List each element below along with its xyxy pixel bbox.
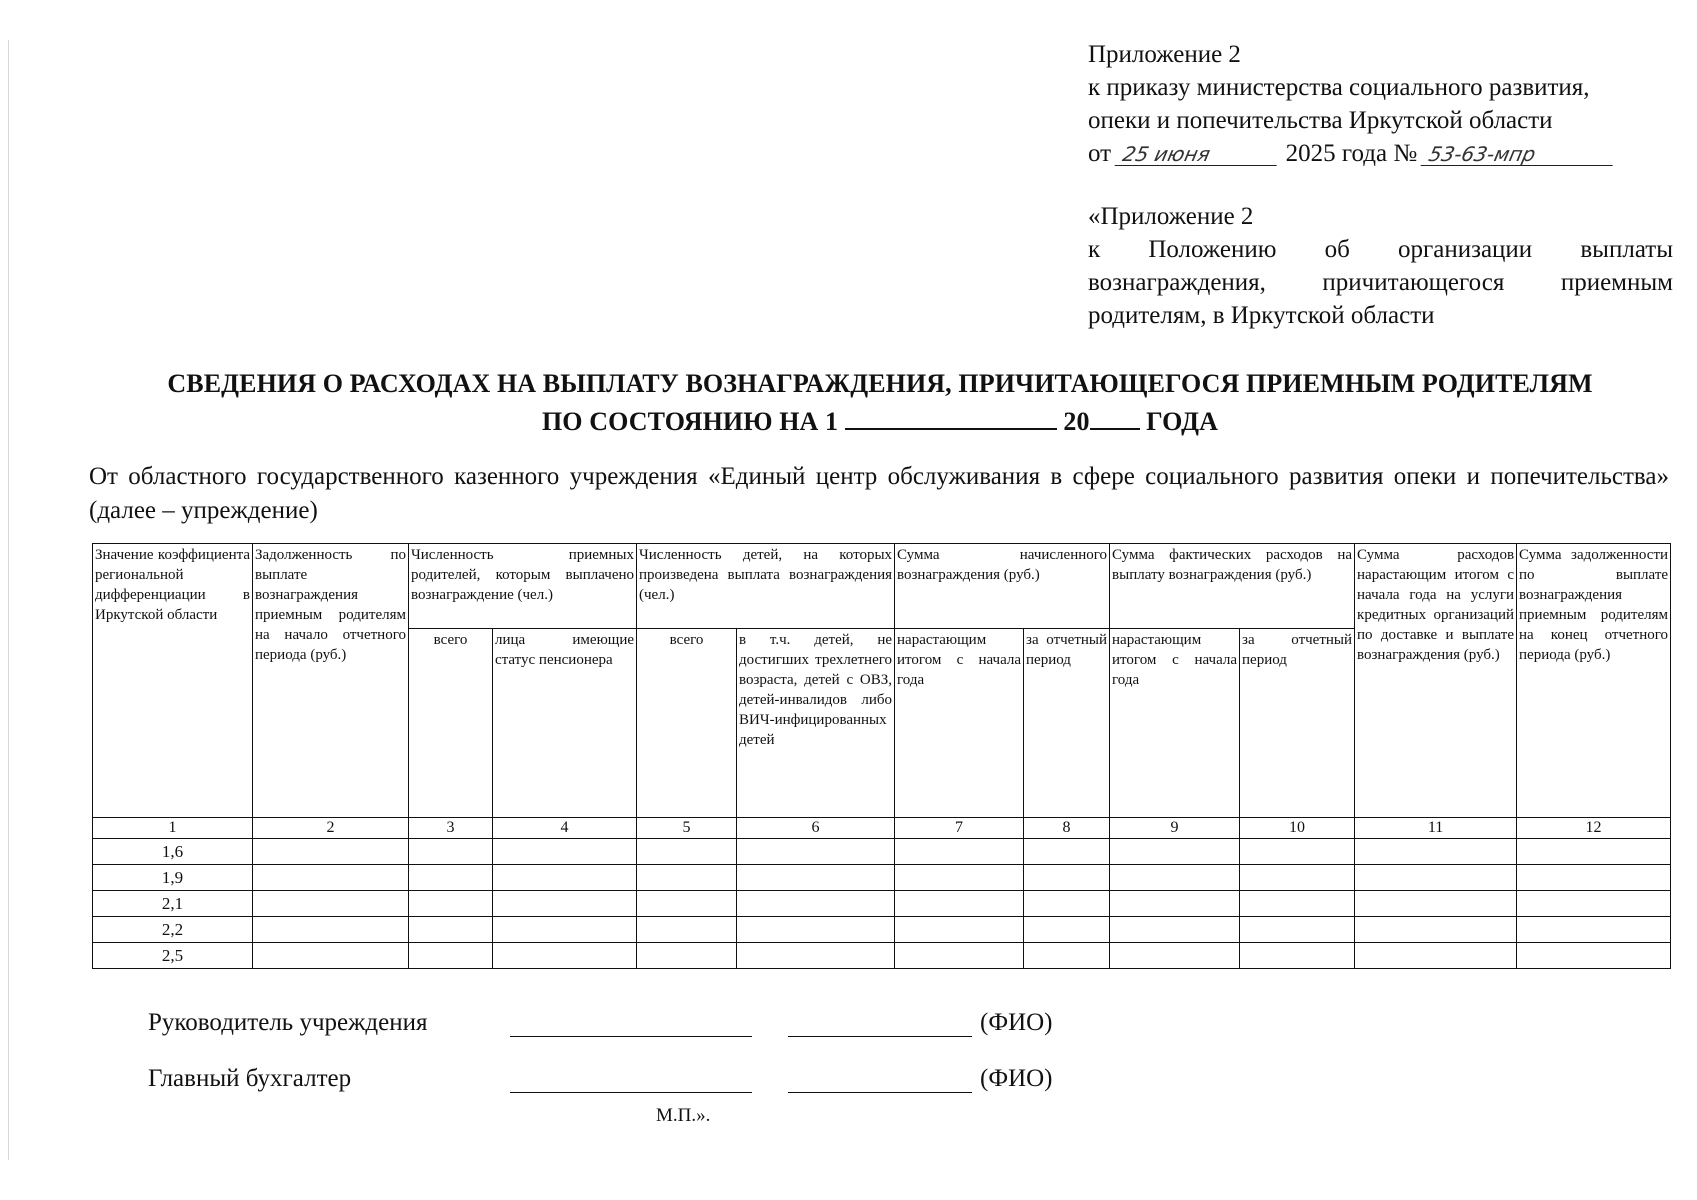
data-cell[interactable] [1240,865,1355,891]
data-cell[interactable] [1024,917,1110,943]
data-cell[interactable] [409,865,493,891]
data-cell[interactable] [1517,865,1671,891]
data-cell[interactable] [409,891,493,917]
column-number: 3 [409,818,493,839]
data-cell[interactable] [1024,865,1110,891]
accountant-name-line[interactable] [788,1092,972,1093]
header-col4: лица имеющие статус пенсионера [493,629,637,818]
data-cell[interactable] [637,917,737,943]
coefficient-cell: 1,9 [93,865,253,891]
coefficient-cell: 2,1 [93,891,253,917]
header-group-7-8: Сумма начисленного вознаграждения (руб.) [895,544,1110,629]
header-col10: за отчетный период [1240,629,1355,818]
table-header-row-1 [93,544,1671,629]
title-line1: СВЕДЕНИЯ О РАСХОДАХ НА ВЫПЛАТУ ВОЗНАГРАЖДЕНИЯ, ПРИЧИТАЮЩЕГОСЯ ПРИЕМНЫМ РОДИТЕЛЯМ [167,369,1593,398]
data-cell[interactable] [1240,943,1355,969]
column-number: 5 [637,818,737,839]
column-number: 6 [737,818,895,839]
data-cell[interactable] [895,891,1024,917]
column-number: 1 [93,818,253,839]
accountant-fio-label: (ФИО) [980,1065,1053,1092]
table-row [93,943,1671,969]
data-cell[interactable] [1355,943,1517,969]
stamp-place-label: М.П.». [656,1105,711,1126]
head-fio-label: (ФИО) [980,1009,1053,1036]
data-cell[interactable] [1355,839,1517,865]
column-number: 2 [253,818,409,839]
data-cell[interactable] [253,891,409,917]
data-cell[interactable] [253,943,409,969]
data-cell[interactable] [1240,917,1355,943]
data-cell[interactable] [253,839,409,865]
data-cell[interactable] [737,891,895,917]
appendix-order-line3: опеки и попечительства Иркутской области [1088,107,1553,134]
data-cell[interactable] [253,865,409,891]
head-signature-line[interactable] [510,1036,752,1037]
data-cell[interactable] [737,917,895,943]
table-row [93,839,1671,865]
header-col2: Задолженность по выплате вознаграждения приемным родителям на начало отчетного периода (руб.) [253,544,409,818]
data-cell[interactable] [1355,865,1517,891]
data-cell[interactable] [1355,891,1517,917]
handwritten-order-number: 53-63-мпр [1421,143,1618,166]
data-cell[interactable] [737,839,895,865]
header-col5: всего [637,629,737,818]
data-cell[interactable] [737,943,895,969]
from-prefix: от [1088,140,1112,167]
accountant-signature-line[interactable] [510,1092,752,1093]
data-cell[interactable] [1110,839,1240,865]
data-cell[interactable] [895,865,1024,891]
appendix-regulation-line2: к Положению об организации выплаты [1088,236,1673,263]
coefficient-cell: 2,5 [93,943,253,969]
header-group-5-6: Численность детей, на которых произведена выплата вознаграждения (чел.) [637,544,895,629]
data-cell[interactable] [409,839,493,865]
title-line2 [80,402,1680,440]
table-row [93,865,1671,891]
column-number: 7 [895,818,1024,839]
data-cell[interactable] [493,865,637,891]
header-col7: нарастающим итогом с начала года [895,629,1024,818]
data-cell[interactable] [493,839,637,865]
title-year-blank[interactable] [1090,402,1140,430]
data-cell[interactable] [1110,891,1240,917]
year-text: 2025 года № [1285,140,1418,167]
data-cell[interactable] [895,917,1024,943]
data-cell[interactable] [1110,865,1240,891]
data-cell[interactable] [1024,891,1110,917]
title-line2-prefix: ПО СОСТОЯНИЮ НА 1 [541,407,839,436]
data-cell[interactable] [1355,917,1517,943]
title-line2-mid: 20 [1063,407,1090,436]
column-number: 10 [1240,818,1355,839]
data-cell[interactable] [637,839,737,865]
header-col12: Сумма задолженности по выплате вознаграждения приемным родителям на конец отчетного периода (руб.) [1517,544,1671,818]
data-cell[interactable] [1024,839,1110,865]
data-cell[interactable] [493,943,637,969]
accountant-label: Главный бухгалтер [148,1065,352,1092]
header-col3: всего [409,629,493,818]
appendix-regulation-line4: родителям, в Иркутской области [1088,302,1435,329]
table-row [93,891,1671,917]
appendix-order-line2: к приказу министерства социального развития, [1088,74,1590,101]
data-cell[interactable] [1517,891,1671,917]
appendix-regulation-line3: вознаграждения, причитающегося приемным [1088,269,1673,296]
appendix-order-line1: Приложение 2 [1088,41,1241,68]
header-group-3-4: Численность приемных родителей, которым выплачено вознаграждение (чел.) [409,544,637,629]
data-cell[interactable] [253,917,409,943]
data-cell[interactable] [637,865,737,891]
header-col6: в т.ч. детей, не достигших трехлетнего возраста, детей с ОВЗ, детей-инвалидов либо ВИЧ-инфицированных детей [737,629,895,818]
data-cell[interactable] [637,943,737,969]
data-cell[interactable] [637,891,737,917]
document-title [80,366,1680,440]
data-cell[interactable] [493,891,637,917]
column-number: 4 [493,818,637,839]
appendix-regulation-line1: «Приложение 2 [1088,203,1254,230]
header-col9: нарастающим итогом с начала года [1110,629,1240,818]
data-cell[interactable] [895,943,1024,969]
head-name-line[interactable] [788,1036,972,1037]
head-label: Руководитель учреждения [148,1009,428,1036]
data-cell[interactable] [409,917,493,943]
appendix-regulation-block [1088,200,1673,332]
coefficient-cell: 2,2 [93,917,253,943]
title-line2-suffix: ГОДА [1146,407,1219,436]
title-date-blank[interactable] [845,402,1057,430]
data-cell[interactable] [409,943,493,969]
coefficient-cell: 1,6 [93,839,253,865]
data-cell[interactable] [1517,943,1671,969]
column-number: 12 [1517,818,1671,839]
institution-paragraph: От областного государственного казенного учреждения «Единый центр обслуживания в сфере социального развития опеки и попечительства» (далее – упреждение) [89,463,1669,524]
column-number: 8 [1024,818,1110,839]
data-cell[interactable] [1024,943,1110,969]
data-cell[interactable] [895,839,1024,865]
data-cell[interactable] [737,865,895,891]
header-group-9-10: Сумма фактических расходов на выплату вознаграждения (руб.) [1110,544,1355,629]
data-cell[interactable] [1517,917,1671,943]
data-cell[interactable] [493,917,637,943]
handwritten-date: 25 июня [1115,143,1282,166]
data-cell[interactable] [1517,839,1671,865]
data-cell[interactable] [1240,839,1355,865]
scan-edge-line [8,40,9,1160]
appendix-order-date-line [1088,137,1673,170]
table-row [93,917,1671,943]
expenses-table [92,543,1671,969]
data-cell[interactable] [1110,917,1240,943]
column-number: 11 [1355,818,1517,839]
header-col1: Значение коэффициента региональной дифференциации в Иркутской области [93,544,253,818]
header-col11: Сумма расходов нарастающим итогом с начала года на услуги кредитных организаций по доставке и выплате вознаграждения (руб.) [1355,544,1517,818]
header-col8: за отчетный период [1024,629,1110,818]
appendix-order-block [1088,38,1673,170]
data-cell[interactable] [1240,891,1355,917]
data-cell[interactable] [1110,943,1240,969]
column-number: 9 [1110,818,1240,839]
column-number-row [93,818,1671,839]
